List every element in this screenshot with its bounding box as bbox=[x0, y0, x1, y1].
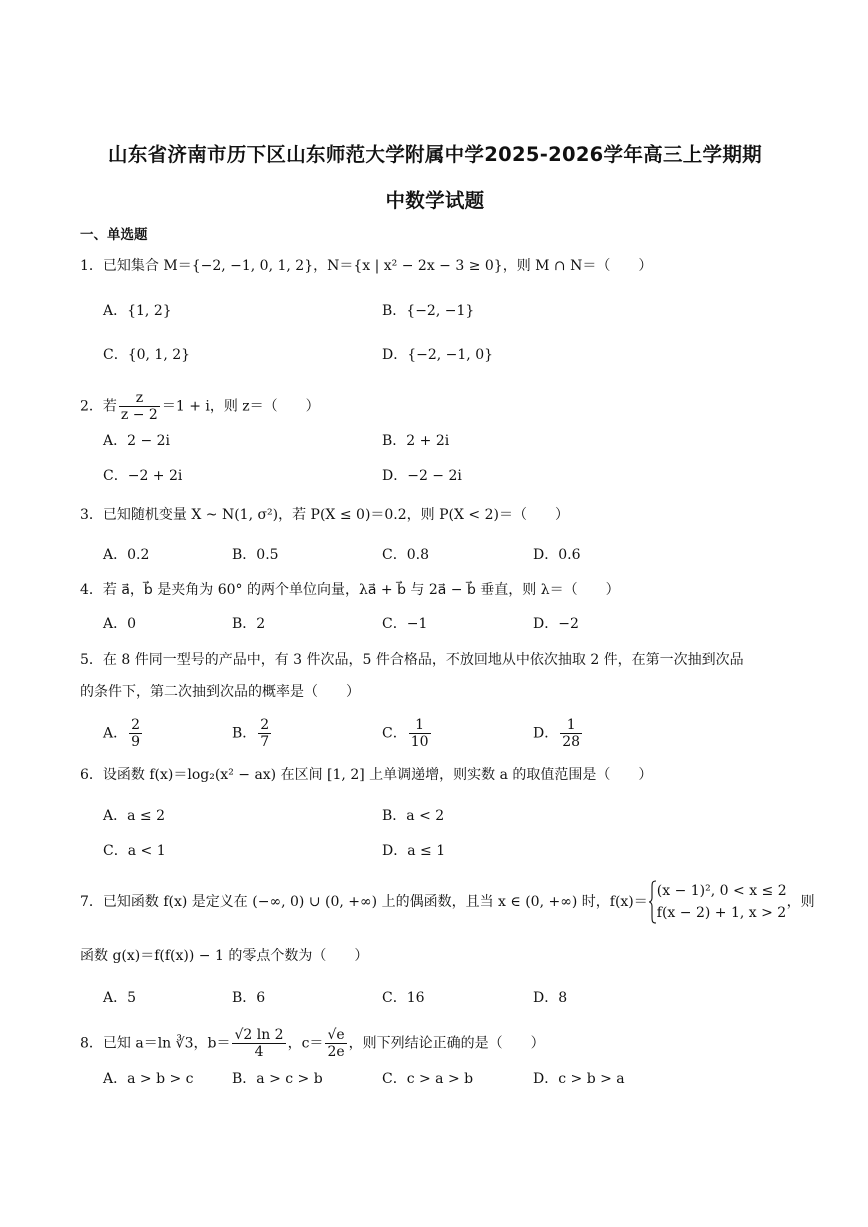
question-4-option-a: A．0 bbox=[103, 616, 137, 632]
question-1-option-c: C．{0, 1, 2} bbox=[103, 347, 191, 363]
question-7-option-a: A．5 bbox=[103, 990, 137, 1006]
question-1-option-b: B．{−2, −1} bbox=[382, 303, 475, 319]
question-5-b-den: 7 bbox=[260, 734, 270, 750]
question-1-stem: 1．已知集合 M＝{−2, −1, 0, 1, 2}，N＝{x | x² − 2x − 3 ≥ 0}，则 M ∩ N＝（ ） bbox=[80, 258, 653, 274]
question-5-c-den: 10 bbox=[410, 734, 429, 750]
question-2-fraction bbox=[119, 390, 160, 423]
question-5-option-b: B． $\frac{2}{7}$ bbox=[232, 717, 270, 750]
question-8-option-c: C．c > a > b bbox=[382, 1071, 474, 1087]
question-8-b-den: 4 bbox=[254, 1044, 264, 1060]
question-8-stem bbox=[80, 1027, 545, 1060]
question-6-option-d: D．a ≤ 1 bbox=[382, 843, 446, 859]
question-2-option-a: A．2 − 2i bbox=[103, 433, 171, 449]
question-6-option-a: A．a ≤ 2 bbox=[103, 808, 165, 824]
document-title-line2: 中数学试题 bbox=[385, 189, 485, 212]
question-2-stem-suffix: ＝1 + i，则 z＝（ ） bbox=[161, 398, 320, 415]
question-5-stem-line2: 的条件下，第二次抽到次品的概率是（ ） bbox=[80, 684, 360, 700]
question-1-option-d: D．{−2, −1, 0} bbox=[382, 347, 494, 363]
question-3-option-b: B．0.5 bbox=[232, 547, 279, 563]
question-7-stem-suffix: ，则 bbox=[786, 894, 815, 910]
question-5-option-d: D． $\frac{1}{28}$ bbox=[533, 717, 581, 750]
question-2-frac-den: z − 2 bbox=[120, 407, 158, 423]
question-3-option-c: C．0.8 bbox=[382, 547, 429, 563]
document-title-line1: 山东省济南市历下区山东师范大学附属中学2025-2026学年高三上学期期 bbox=[108, 143, 762, 166]
question-5-d-num: 1 bbox=[560, 717, 582, 734]
question-7-stem-line2: 函数 g(x)＝f(f(x)) − 1 的零点个数为（ ） bbox=[80, 948, 369, 964]
question-7-piecewise bbox=[648, 880, 787, 924]
question-8-stem-b: ，c＝ bbox=[287, 1035, 324, 1052]
question-5-c-num: 1 bbox=[409, 717, 431, 734]
question-5-option-a: A． $\frac{2}{9}$ bbox=[103, 717, 141, 750]
question-2-frac-num: z bbox=[119, 390, 160, 407]
question-3-option-d: D．0.6 bbox=[533, 547, 581, 563]
question-6-stem: 6．设函数 f(x)＝log₂(x² − ax) 在区间 [1, 2] 上单调递增，则实数 a 的取值范围是（ ） bbox=[80, 767, 653, 783]
question-3-stem: 3．已知随机变量 X ~ N(1, σ²)，若 P(X ≤ 0)＝0.2，则 P(X < 2)＝（ ） bbox=[80, 507, 569, 523]
question-5-a-den: 9 bbox=[131, 734, 141, 750]
question-8-option-a: A．a > b > c bbox=[103, 1071, 194, 1087]
question-2-option-b: B．2 + 2i bbox=[382, 433, 450, 449]
question-8-c-den: 2e bbox=[327, 1044, 345, 1060]
question-6-option-c: C．a < 1 bbox=[103, 843, 166, 859]
question-8-c-num: √e bbox=[327, 1027, 345, 1043]
section-heading: 一、单选题 bbox=[80, 227, 148, 243]
question-6-option-b: B．a < 2 bbox=[382, 808, 445, 824]
question-4-option-d: D．−2 bbox=[533, 616, 579, 632]
question-2-stem bbox=[80, 390, 320, 423]
question-3-option-a: A．0.2 bbox=[103, 547, 150, 563]
question-2-option-c: C．−2 + 2i bbox=[103, 468, 183, 484]
question-7-case-2: f(x − 2) + 1, x > 2 bbox=[656, 905, 787, 921]
question-5-a-num: 2 bbox=[131, 717, 141, 733]
question-7-stem bbox=[80, 880, 815, 924]
question-8-stem-a: 8．已知 a＝ln ∛3，b＝ bbox=[80, 1035, 231, 1052]
question-5-option-c: C． $\frac{1}{10}$ bbox=[382, 717, 429, 750]
question-7-option-b: B．6 bbox=[232, 990, 266, 1006]
question-7-case-1: (x − 1)², 0 < x ≤ 2 bbox=[656, 883, 787, 899]
question-4-stem: 4．若 a⃗，b⃗ 是夹角为 60° 的两个单位向量，λa⃗ + b⃗ 与 2a⃗ − b⃗ 垂直，则 λ＝（ ） bbox=[80, 582, 620, 598]
question-7-option-d: D．8 bbox=[533, 990, 568, 1006]
question-5-stem-line1: 5．在 8 件同一型号的产品中，有 3 件次品，5 件合格品，不放回地从中依次抽取 2 件，在第一次抽到次品 bbox=[80, 652, 744, 668]
question-2-option-d: D．−2 − 2i bbox=[382, 468, 462, 484]
question-7-option-c: C．16 bbox=[382, 990, 425, 1006]
question-5-b-num: 2 bbox=[260, 717, 270, 733]
question-8-option-b: B．a > c > b bbox=[232, 1071, 323, 1087]
question-1-option-a: A．{1, 2} bbox=[103, 303, 172, 319]
question-4-option-b: B．2 bbox=[232, 616, 266, 632]
question-2-stem-prefix: 2．若 bbox=[80, 398, 117, 415]
question-4-option-c: C．−1 bbox=[382, 616, 428, 632]
question-8-b-num: √2 ln 2 bbox=[234, 1027, 284, 1043]
question-7-stem-prefix: 7．已知函数 f(x) 是定义在 (−∞, 0) ∪ (0, +∞) 上的偶函数，且当 x ∈ (0, +∞) 时，f(x)＝ bbox=[80, 894, 648, 910]
question-5-d-den: 28 bbox=[562, 734, 581, 750]
question-8-option-d: D．c > b > a bbox=[533, 1071, 625, 1087]
left-brace-icon bbox=[648, 880, 657, 924]
question-8-stem-c: ，则下列结论正确的是（ ） bbox=[348, 1035, 545, 1052]
